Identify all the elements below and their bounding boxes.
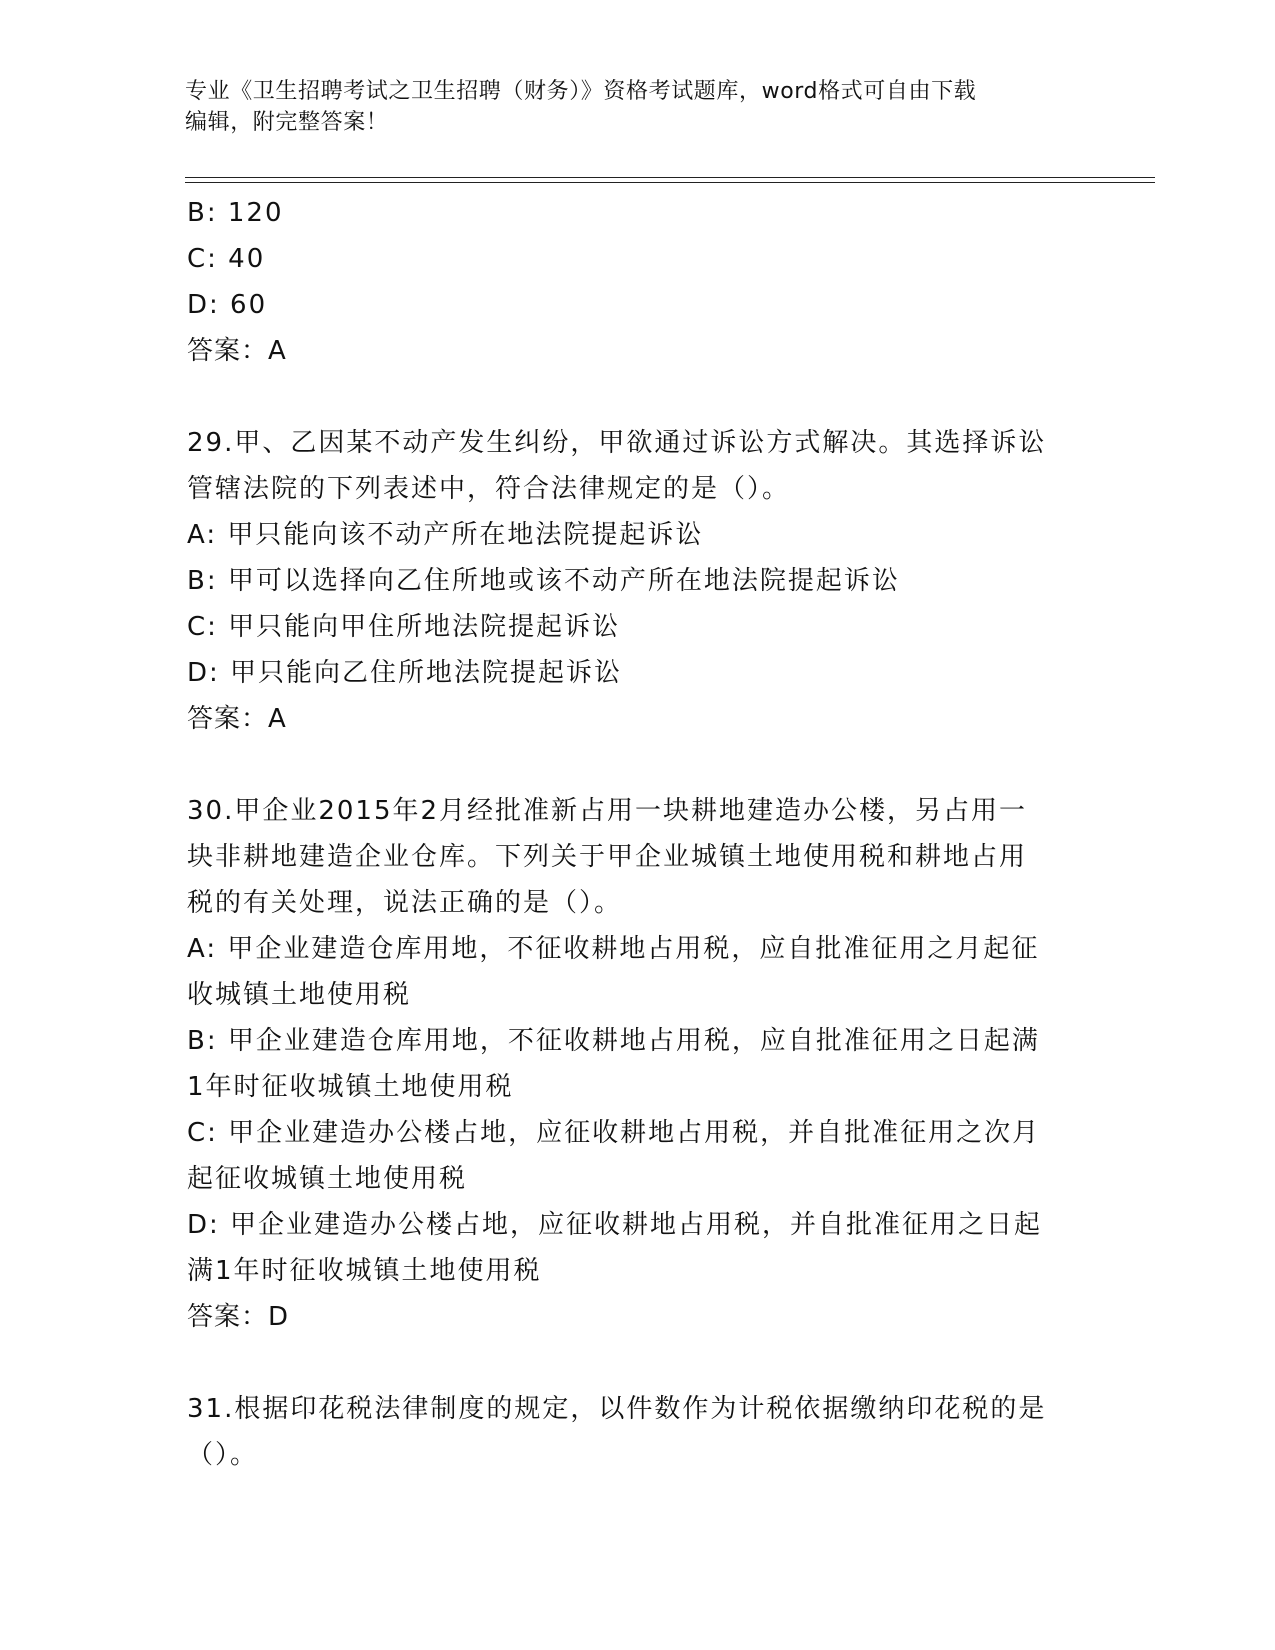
header-divider-bottom [185,182,1155,183]
question-30 [187,788,1087,1340]
option-c: C: 甲只能向甲住所地法院提起诉讼 [187,612,621,642]
option-c: C: 40 [187,244,266,274]
option-d-continued: 满1年时征收城镇土地使用税 [187,1256,542,1286]
option-d: D: 甲只能向乙住所地法院提起诉讼 [187,658,623,688]
option-a-continued: 收城镇土地使用税 [187,980,412,1010]
spacer [187,374,1087,420]
question-text-line: 31.根据印花税法律制度的规定，以件数作为计税依据缴纳印花税的是 [187,1394,1047,1424]
option-a: A: 甲只能向该不动产所在地法院提起诉讼 [187,520,704,550]
option-a: A: 甲企业建造仓库用地，不征收耕地占用税，应自批准征用之月起征 [187,934,1040,964]
question-text-line: 税的有关处理，说法正确的是（）。 [187,888,623,918]
answer-line: 答案：A [187,336,287,366]
page-header [185,76,1065,138]
spacer [187,742,1087,788]
question-text-line: 29.甲、乙因某不动产发生纠纷，甲欲通过诉讼方式解决。其选择诉讼 [187,428,1047,458]
option-b-continued: 1年时征收城镇土地使用税 [187,1072,514,1102]
header-line-2: 编辑，附完整答案！ [185,110,389,135]
header-line-1: 专业《卫生招聘考试之卫生招聘（财务）》资格考试题库，word格式可自由下载 [185,79,977,104]
question-29 [187,420,1087,742]
question-28-tail [187,190,1087,374]
question-content [187,190,1087,1478]
option-c-continued: 起征收城镇土地使用税 [187,1164,468,1194]
spacer [187,1340,1087,1386]
question-31 [187,1386,1087,1478]
answer-line: 答案：A [187,704,287,734]
option-b: B: 120 [187,198,284,228]
option-d: D: 甲企业建造办公楼占地，应征收耕地占用税，并自批准征用之日起 [187,1210,1043,1240]
question-text-line: 块非耕地建造企业仓库。下列关于甲企业城镇土地使用税和耕地占用 [187,842,1028,872]
option-b: B: 甲企业建造仓库用地，不征收耕地占用税，应自批准征用之日起满 [187,1026,1040,1056]
option-c: C: 甲企业建造办公楼占地，应征收耕地占用税，并自批准征用之次月 [187,1118,1041,1148]
option-d: D: 60 [187,290,268,320]
option-b: B: 甲可以选择向乙住所地或该不动产所在地法院提起诉讼 [187,566,900,596]
answer-line: 答案：D [187,1302,290,1332]
question-text-line: （）。 [187,1440,259,1470]
question-text-line: 30.甲企业2015年2月经批准新占用一块耕地建造办公楼，另占用一 [187,796,1028,826]
question-text-line: 管辖法院的下列表述中，符合法律规定的是（）。 [187,474,791,504]
header-divider-top [185,177,1155,178]
